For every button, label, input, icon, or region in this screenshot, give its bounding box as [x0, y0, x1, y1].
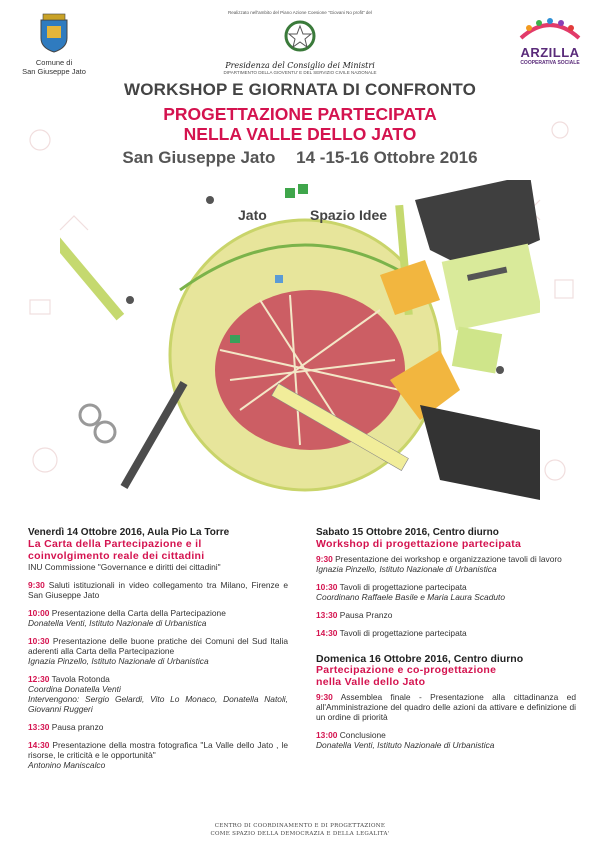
item-text: Assemblea finale - Presentazione alla cittadinanza ed all'Amministrazione del quadro delle azioni da attivare e definizione di un ordine di priorità [316, 692, 576, 722]
program-item [28, 674, 288, 714]
arzilla-people-icon [515, 16, 585, 44]
event-dates: 14 -15-16 Ottobre 2016 [296, 148, 478, 167]
footer-line-1: CENTRO DI COORDINAMENTO E DI PROGETTAZIONE [214, 823, 386, 829]
sunday-heading: Domenica 16 Ottobre 2016, Centro diurno [316, 653, 524, 665]
item-time: 12:30 [28, 674, 50, 684]
pencil-left-bottom [121, 381, 188, 489]
item-text: Conclusione [339, 730, 386, 740]
title-place-date [0, 148, 600, 168]
program-item [28, 580, 288, 600]
logo-speech-bubble [285, 188, 295, 198]
presidency-name: Presidenza del Consiglio dei Ministri [225, 61, 375, 70]
program-item [28, 722, 288, 732]
funding-note: Realizzato nell'ambito del Piano Azione Coesione "Giovani No profit" del [228, 10, 372, 15]
item-time: 13:00 [316, 730, 338, 740]
program-item [28, 740, 288, 770]
item-time: 9:30 [316, 554, 333, 564]
department-name: DIPARTIMENTO DELLA GIOVENTU' E DEL SERVIZIO CIVILE NAZIONALE [223, 70, 377, 75]
item-time: 13:30 [28, 722, 50, 732]
item-note: Coordinano Raffaele Basile e Maria Laura Scaduto [316, 592, 506, 602]
item-time: 10:30 [28, 636, 50, 646]
item-note: Antonino Maniscalco [28, 760, 106, 770]
item-text: Saluti istituzionali in video collegamento tra Milano, Firenze e San Giuseppe Jato [28, 580, 289, 600]
friday-title-1: La Carta della Partecipazione e il [28, 538, 202, 550]
item-note-2: Intervengono: Sergio Gelardi, Vito Lo Monaco, Donatella Natoli, Giovanni Ruggeri [28, 694, 288, 714]
item-time: 10:30 [316, 582, 338, 592]
program-item [316, 730, 576, 750]
republic-emblem-icon [283, 18, 317, 54]
saturday-heading: Sabato 15 Ottobre 2016, Centro diurno [316, 527, 499, 538]
item-time: 14:30 [316, 628, 338, 638]
logo-jato: Jato [238, 207, 267, 223]
pencil-left-top [60, 230, 124, 321]
friday-title-2: coinvolgimento reale dei cittadini [28, 550, 205, 562]
comune-label-2: San Giuseppe Jato [22, 67, 86, 76]
arzilla-name: ARZILLA [520, 45, 580, 60]
weekend-program [316, 528, 576, 750]
pushpin [206, 196, 214, 204]
item-note: Coordina Donatella Venti [28, 684, 121, 694]
program-item [28, 608, 288, 628]
sunday-title-2: nella Valle dello Jato [316, 676, 426, 688]
friday-subtitle: INU Commissione "Governance e diritti dei cittadini" [28, 562, 221, 572]
event-place: San Giuseppe Jato [122, 148, 276, 167]
item-text: Tavoli di progettazione partecipata [339, 628, 467, 638]
map-illustration [60, 180, 540, 510]
footer [0, 822, 600, 838]
item-note: Donatella Venti, Istituto Nazionale di Urbanistica [28, 618, 207, 628]
item-note: Donatella Venti, Istituto Nazionale di Urbanistica [316, 740, 495, 750]
title-project-line1: PROGETTAZIONE PARTECIPATA [163, 104, 437, 124]
program-item [316, 692, 576, 722]
friday-heading: Venerdì 14 Ottobre 2016, Aula Pio La Torre [28, 527, 230, 538]
arzilla-subtitle: COOPERATIVA SOCIALE [520, 60, 580, 66]
program-item [28, 636, 288, 666]
sticky-note-small [452, 326, 502, 373]
friday-program [28, 528, 288, 770]
title-project [0, 104, 600, 144]
item-text: Presentazione dei workshop e organizzazione tavoli di lavoro [335, 554, 562, 564]
item-text: Presentazione della Carta della Partecipazione [51, 608, 226, 618]
logo-spazio-idee: Spazio Idee [310, 207, 388, 223]
scissors [80, 405, 100, 425]
item-note: Ignazia Pinzello, Istituto Nazionale di Urbanistica [316, 564, 497, 574]
comune-label-1: Comune di [35, 58, 73, 67]
program-item [316, 628, 576, 638]
presidency-block [200, 10, 400, 76]
item-text: Pausa Pranzo [339, 610, 393, 620]
item-text: Tavola Rotonda [51, 674, 110, 684]
item-time: 14:30 [28, 740, 50, 750]
footer-line-2: COME SPAZIO DELLA DEMOCRAZIA E DELLA LEGALITA' [210, 831, 390, 837]
arzilla-logo-block [510, 16, 590, 66]
sunday-title-1: Partecipazione e co-progettazione [316, 664, 497, 676]
item-text: Pausa pranzo [51, 722, 104, 732]
program-item [316, 582, 576, 602]
item-text: Presentazione delle buone pratiche dei Comuni del Sud Italia aderenti alla Carta della Partecipazione [28, 636, 288, 656]
comune-logo-block [14, 12, 94, 76]
item-time: 9:30 [316, 692, 333, 702]
item-time: 10:00 [28, 608, 50, 618]
program-item [316, 554, 576, 574]
program-item [316, 610, 576, 620]
item-text: Presentazione della mostra fotografica "La Valle dello Jato , le risorse, le criticità e le opportunità" [28, 740, 288, 760]
title-workshop: WORKSHOP E GIORNATA DI CONFRONTO [123, 80, 477, 99]
title-project-line2: NELLA VALLE DELLO JATO [183, 124, 417, 144]
item-time: 9:30 [28, 580, 45, 590]
comune-crest-icon [37, 12, 71, 54]
item-note: Ignazia Pinzello, Istituto Nazionale di Urbanistica [28, 656, 209, 666]
item-text: Tavoli di progettazione partecipata [339, 582, 467, 592]
saturday-title: Workshop di progettazione partecipata [316, 538, 522, 550]
dark-sleeve-right [420, 405, 540, 500]
item-time: 13:30 [316, 610, 338, 620]
